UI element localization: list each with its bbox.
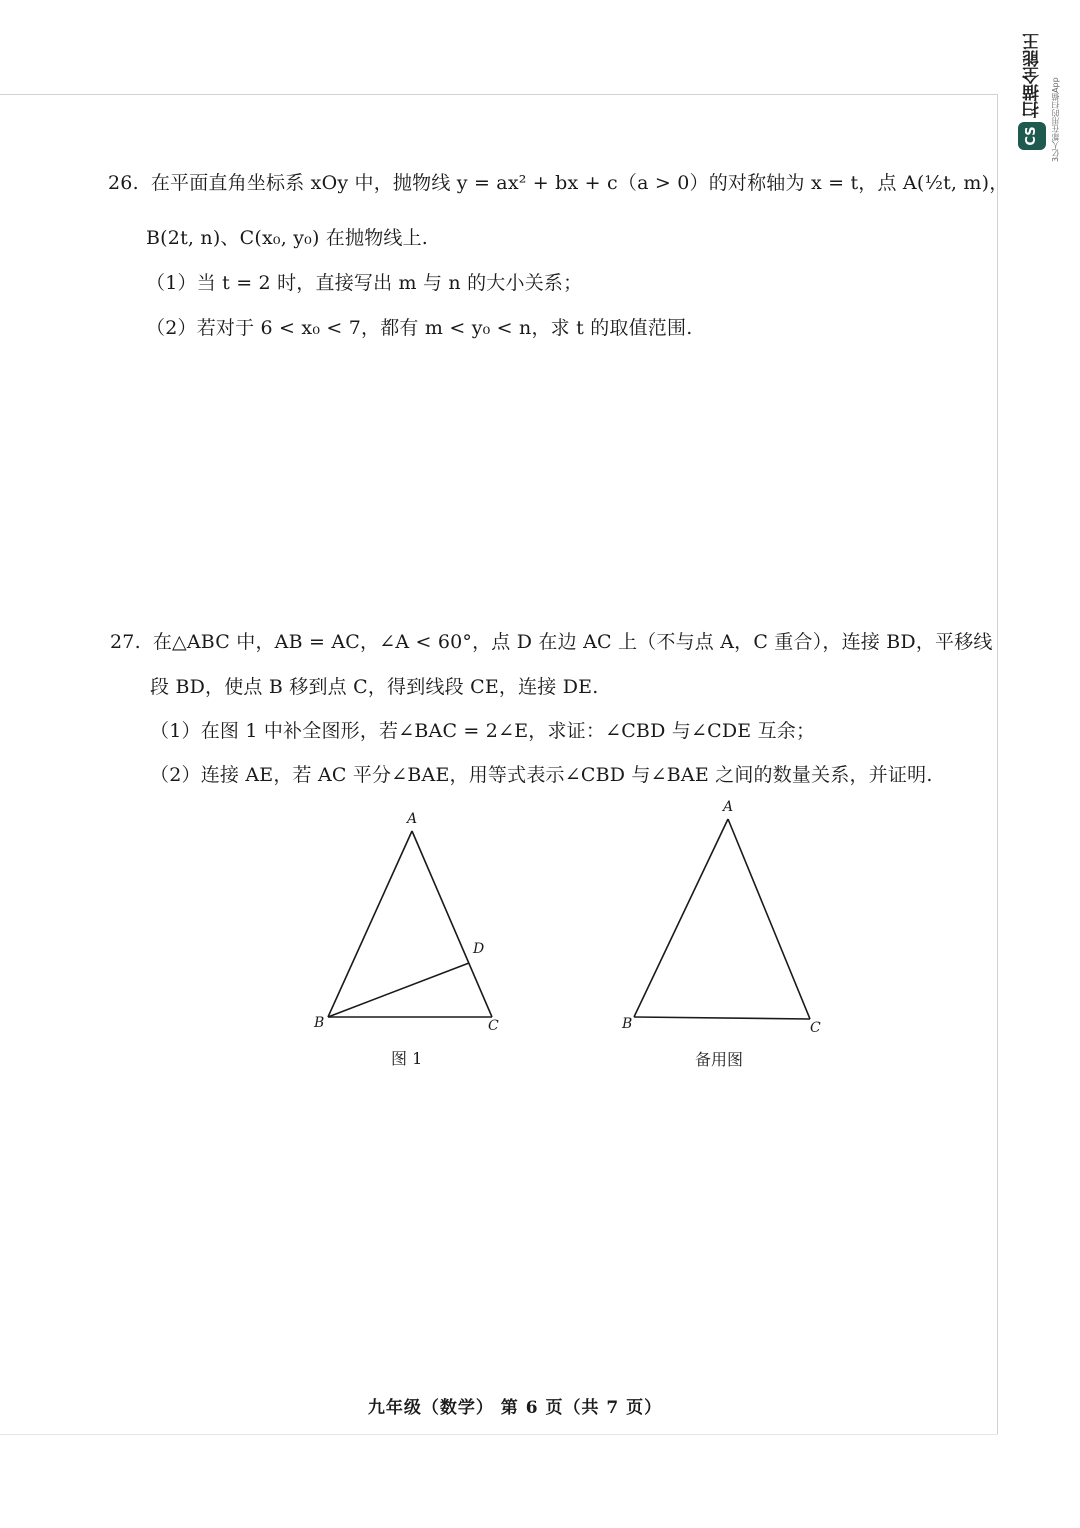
cs-logo-icon: CS [1018, 122, 1046, 150]
q27-stem: 在△ABC 中，AB = AC，∠A < 60°，点 D 在边 AC 上（不与点 A，C 重合），连接 BD，平移线 [152, 631, 993, 653]
q27-line2: 段 BD，使点 B 移到点 C，得到线段 CE，连接 DE. [150, 676, 599, 698]
fig1-label-d: D [473, 941, 485, 957]
watermark-subtitle: 3亿人都在用的扫描App [1051, 77, 1060, 162]
q27-number: 27. [110, 631, 141, 653]
sheet-edge-top [0, 94, 998, 95]
fig1-side-ac [412, 831, 492, 1017]
fig1-label-a: A [407, 811, 418, 827]
q26-stem: 在平面直角坐标系 xOy 中，抛物线 y = ax² + bx + c（a > 0）的对称轴为 x = t，点 A(½t, m)， [150, 172, 1009, 194]
q27-part1: （1）在图 1 中补全图形，若∠BAC = 2∠E，求证：∠CBD 与∠CDE 互余； [150, 720, 816, 742]
fig2-side-ac [728, 819, 810, 1019]
q26-part1: （1）当 t = 2 时，直接写出 m 与 n 的大小关系； [146, 272, 583, 294]
watermark-title: 扫描全能王 [1023, 33, 1043, 118]
fig2-label-c: C [810, 1020, 821, 1036]
page-footer: 九年级（数学） 第 6 页（共 7 页） [367, 1398, 663, 1418]
fig2-side-ab [634, 819, 728, 1017]
q27-part2: （2）连接 AE，若 AC 平分∠BAE，用等式表示∠CBD 与∠BAE 之间的数量关系，并证明. [150, 764, 933, 786]
q27-line1 [110, 627, 993, 654]
fig2-side-bc [634, 1017, 810, 1019]
sheet-edge-right [997, 94, 998, 1434]
fig2-label-b: B [622, 1016, 633, 1032]
fig1-label-b: B [314, 1015, 325, 1031]
fig2-label-a: A [723, 799, 734, 815]
fig1-label-c: C [488, 1018, 499, 1034]
figure-2-caption: 备用图 [695, 1050, 744, 1069]
q26-number: 26. [108, 172, 139, 194]
q26-line2: B(2t, n)、C(x₀, y₀) 在抛物线上. [146, 227, 429, 249]
q26-part2: （2）若对于 6 < x₀ < 7，都有 m < y₀ < n，求 t 的取值范围. [146, 317, 693, 339]
figure-2-diagram [620, 800, 830, 1040]
scanner-watermark [1016, 20, 1064, 162]
sheet-edge-bottom [0, 1434, 998, 1435]
figure-1-diagram [300, 800, 540, 1060]
figure-1-caption: 图 1 [391, 1049, 423, 1068]
q26-line1 [108, 168, 1008, 195]
